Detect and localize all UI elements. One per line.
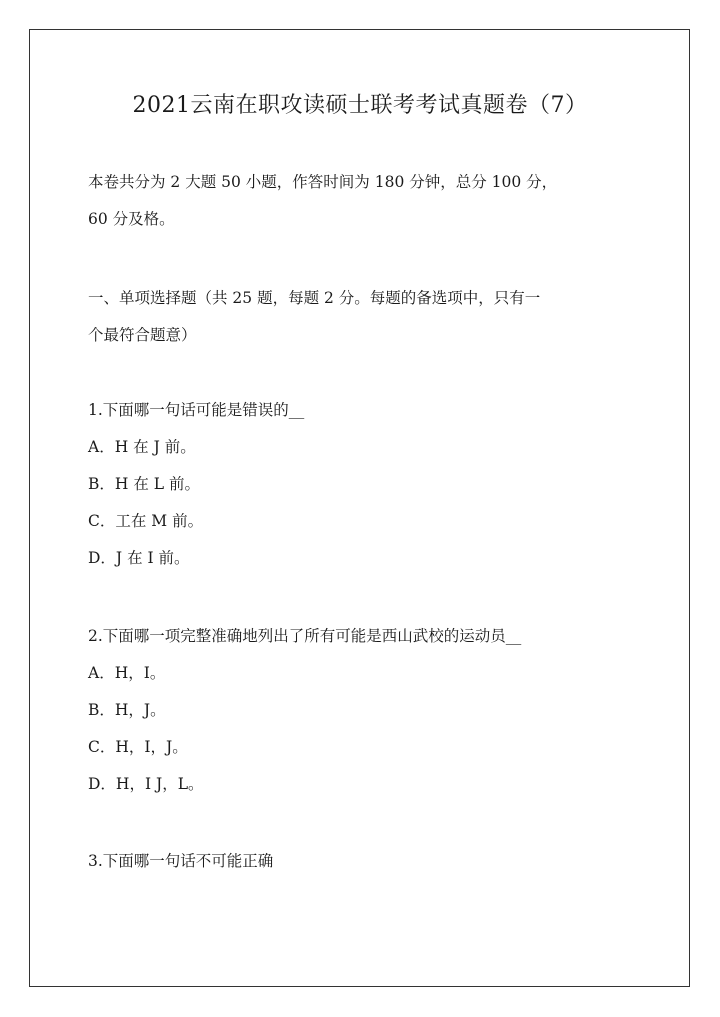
question-stem: 1.下面哪一句话可能是错误的__ [88, 401, 305, 419]
question-1 [88, 392, 648, 577]
option-b: B．H，J。 [88, 701, 166, 719]
question-2 [88, 618, 648, 803]
option-a: A．H，I。 [88, 664, 166, 682]
intro-line: 60 分及格。 [88, 210, 175, 228]
question-stem: 2.下面哪一项完整准确地列出了所有可能是西山武校的运动员__ [88, 627, 522, 645]
option-c: C．H，I，J。 [88, 738, 188, 756]
option-d: D．J 在 I 前。 [88, 549, 190, 567]
section-heading-line: 个最符合题意） [88, 326, 197, 344]
option-b: B．H 在 L 前。 [88, 475, 200, 493]
option-c: C．工在 M 前。 [88, 512, 204, 530]
section-heading [88, 280, 648, 354]
intro-line: 本卷共分为 2 大题 50 小题，作答时间为 180 分钟，总分 100 分， [88, 173, 558, 191]
option-a: A．H 在 J 前。 [88, 438, 196, 456]
document-title: 2021云南在职攻读硕士联考考试真题卷（7） [132, 93, 588, 118]
section-heading-line: 一、单项选择题（共 25 题，每题 2 分。每题的备选项中，只有一 [88, 289, 541, 307]
question-3 [88, 843, 648, 880]
option-d: D．H，I J，L。 [88, 775, 204, 793]
question-stem: 3.下面哪一句话不可能正确 [88, 852, 274, 870]
intro-paragraph [88, 164, 648, 238]
